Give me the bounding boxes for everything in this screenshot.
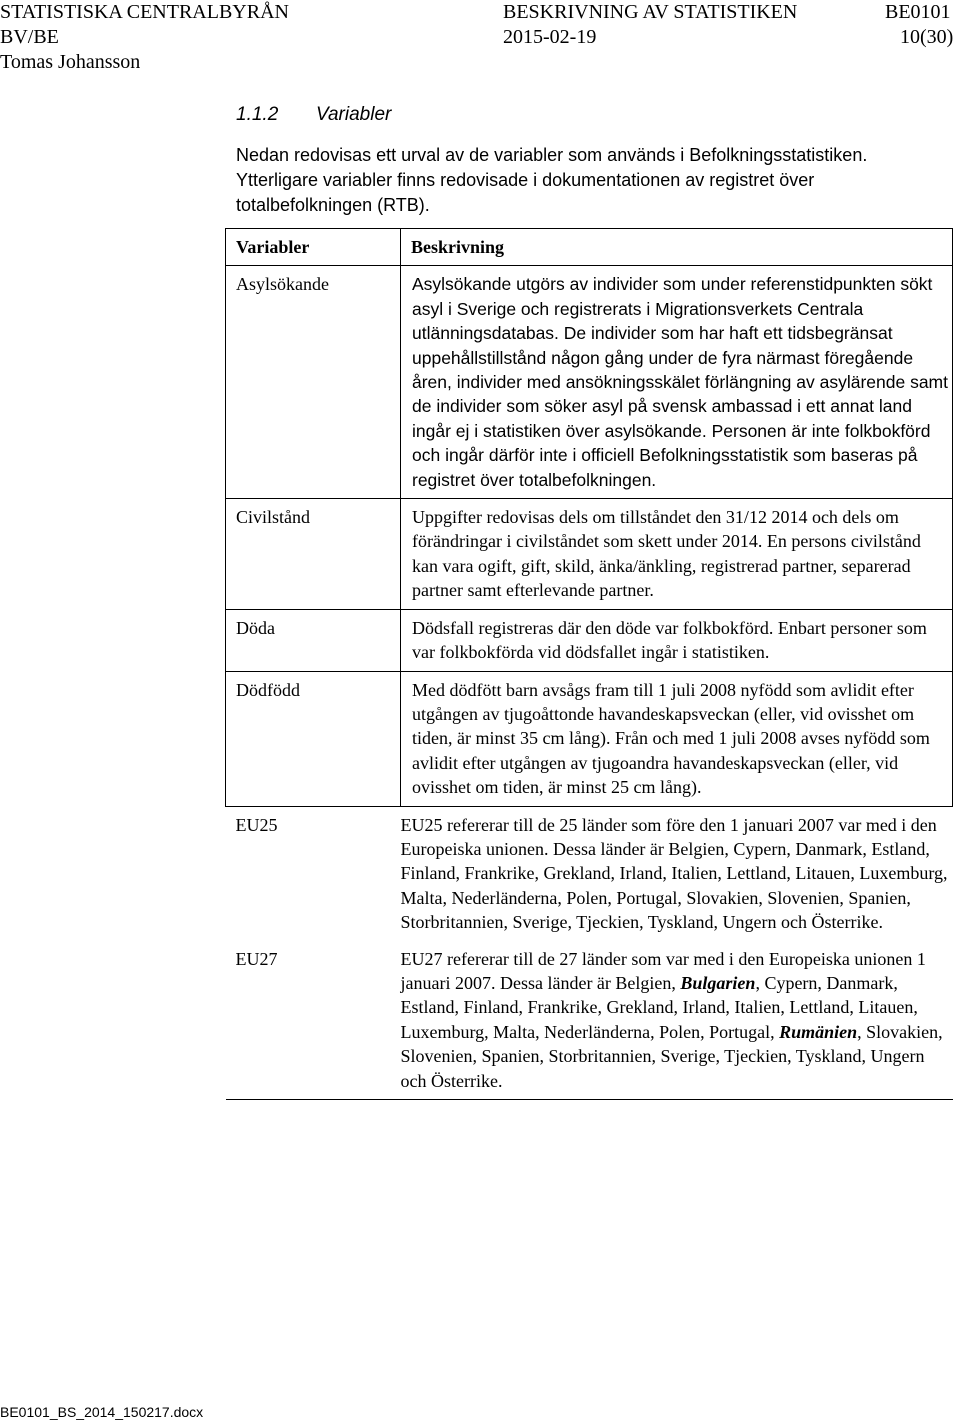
variable-name: EU25 [235,814,278,835]
variable-description: Asylsökande utgörs av individer som under referenstidpunkten sökt asyl i Sverige och registrerats i Migrationsverkets Centrala utlänningsdatabas. De individer som har haft ett tidsbegränsat uppehållstillstånd någon gång under de fyra närmast föregående åren, individer med ansökningsskälet förlängning av asylärende samt de individer som söker asyl på svensk ambassad i ett annat land ingår ej i statistiken över asylsökande. Personen är inte folkbokförd och ingår därför inte i officiell Befolkningsstatistik som baseras på registret över totalbefolkningen. [401,266,953,499]
table-row [226,941,953,1100]
variable-description: Uppgifter redovisas dels om tillståndet den 31/12 2014 och dels om förändringar i civilståndet som skett under 2014. En persons civilstånd kan vara ogift, gift, skild, änka/änkling, registrerad partner, separerad partner samt efterlevande partner. [401,499,953,610]
variables-table [225,228,953,1100]
intro-line: totalbefolkningen (RTB). [236,195,430,215]
column-header-description: Beskrivning [401,229,953,266]
description-text: EU27 refererar till de 27 länder som var med i den Europeiska unionen 1 januari 2007. Dessa länder är Belgien, [400,948,926,993]
emphasized-country: Bulgarien [680,972,756,993]
variable-name: Dödfödd [226,671,401,806]
footer-filename: BE0101_BS_2014_150217.docx [0,1404,204,1420]
emphasized-country: Rumänien [779,1021,858,1042]
page-header [0,0,960,75]
header-author: Tomas Johansson [0,51,141,73]
intro-paragraph [236,143,960,218]
table-header-row [226,229,953,266]
table-row [226,499,953,610]
variable-description: Med dödfött barn avsågs fram till 1 juli 2008 nyfödd som avlidit efter utgången av tjugoåttonde havandeskapsveckan (eller, vid ovisshet om tiden, är minst 35 cm lång). Från och med 1 juli 2008 avses nyfödd som avlidit efter utgången av tjugoandra havandeskapsveckan (eller, vid ovisshet om tiden, är minst 25 cm lång). [401,671,953,806]
intro-line: Nedan redovisas ett urval av de variabler som används i Befolkningsstatistiken. [236,145,868,165]
variable-description [401,941,953,1100]
section-heading [236,103,391,127]
table-row [226,266,953,499]
header-page-number: 10(30) [900,26,954,48]
column-header-variable: Variabler [226,229,401,266]
header-org: STATISTISKA CENTRALBYRÅN [0,1,289,23]
header-doc-type: BESKRIVNING AV STATISTIKEN [503,1,798,23]
table-row [226,609,953,671]
header-unit: BV/BE [0,26,59,48]
variable-description: Dödsfall registreras där den döde var folkbokförd. Enbart personer som var folkbokförda vid dödsfallet ingår i statistiken. [401,609,953,671]
header-doc-code: BE0101 [885,1,951,23]
variable-description: EU25 refererar till de 25 länder som före den 1 januari 2007 var med i den Europeiska unionen. Dessa länder är Belgien, Cypern, Danmark, Estland, Finland, Frankrike, Grekland, Irland, Italien, Lettland, Litauen, Luxemburg, Malta, Nederländerna, Polen, Portugal, Slovakien, Slovenien, Spanien, Storbritannien, Sverige, Tjeckien, Tyskland, Ungern och Österrike. [400,814,948,933]
variable-name: Döda [226,609,401,671]
intro-line: Ytterligare variabler finns redovisade i dokumentationen av registret över [236,170,815,190]
table-row [226,806,953,941]
section-number: 1.1.2 [236,104,279,125]
description-text: , Slovakien, Slovenien, Spanien, Storbritannien, Sverige, Tjeckien, Tyskland, Ungern och Österrike. [400,1021,943,1091]
variable-name: Civilstånd [226,499,401,610]
variable-name: Asylsökande [226,266,401,499]
table-row [226,671,953,806]
description-text: , Cypern, Danmark, Estland, Finland, Frankrike, Grekland, Irland, Italien, Lettland, Litauen, Luxemburg, Malta, Nederländerna, Polen, Portugal, [400,972,918,1042]
header-date: 2015-02-19 [503,26,597,48]
variable-name: EU27 [226,941,401,1100]
section-title: Variabler [316,104,392,125]
